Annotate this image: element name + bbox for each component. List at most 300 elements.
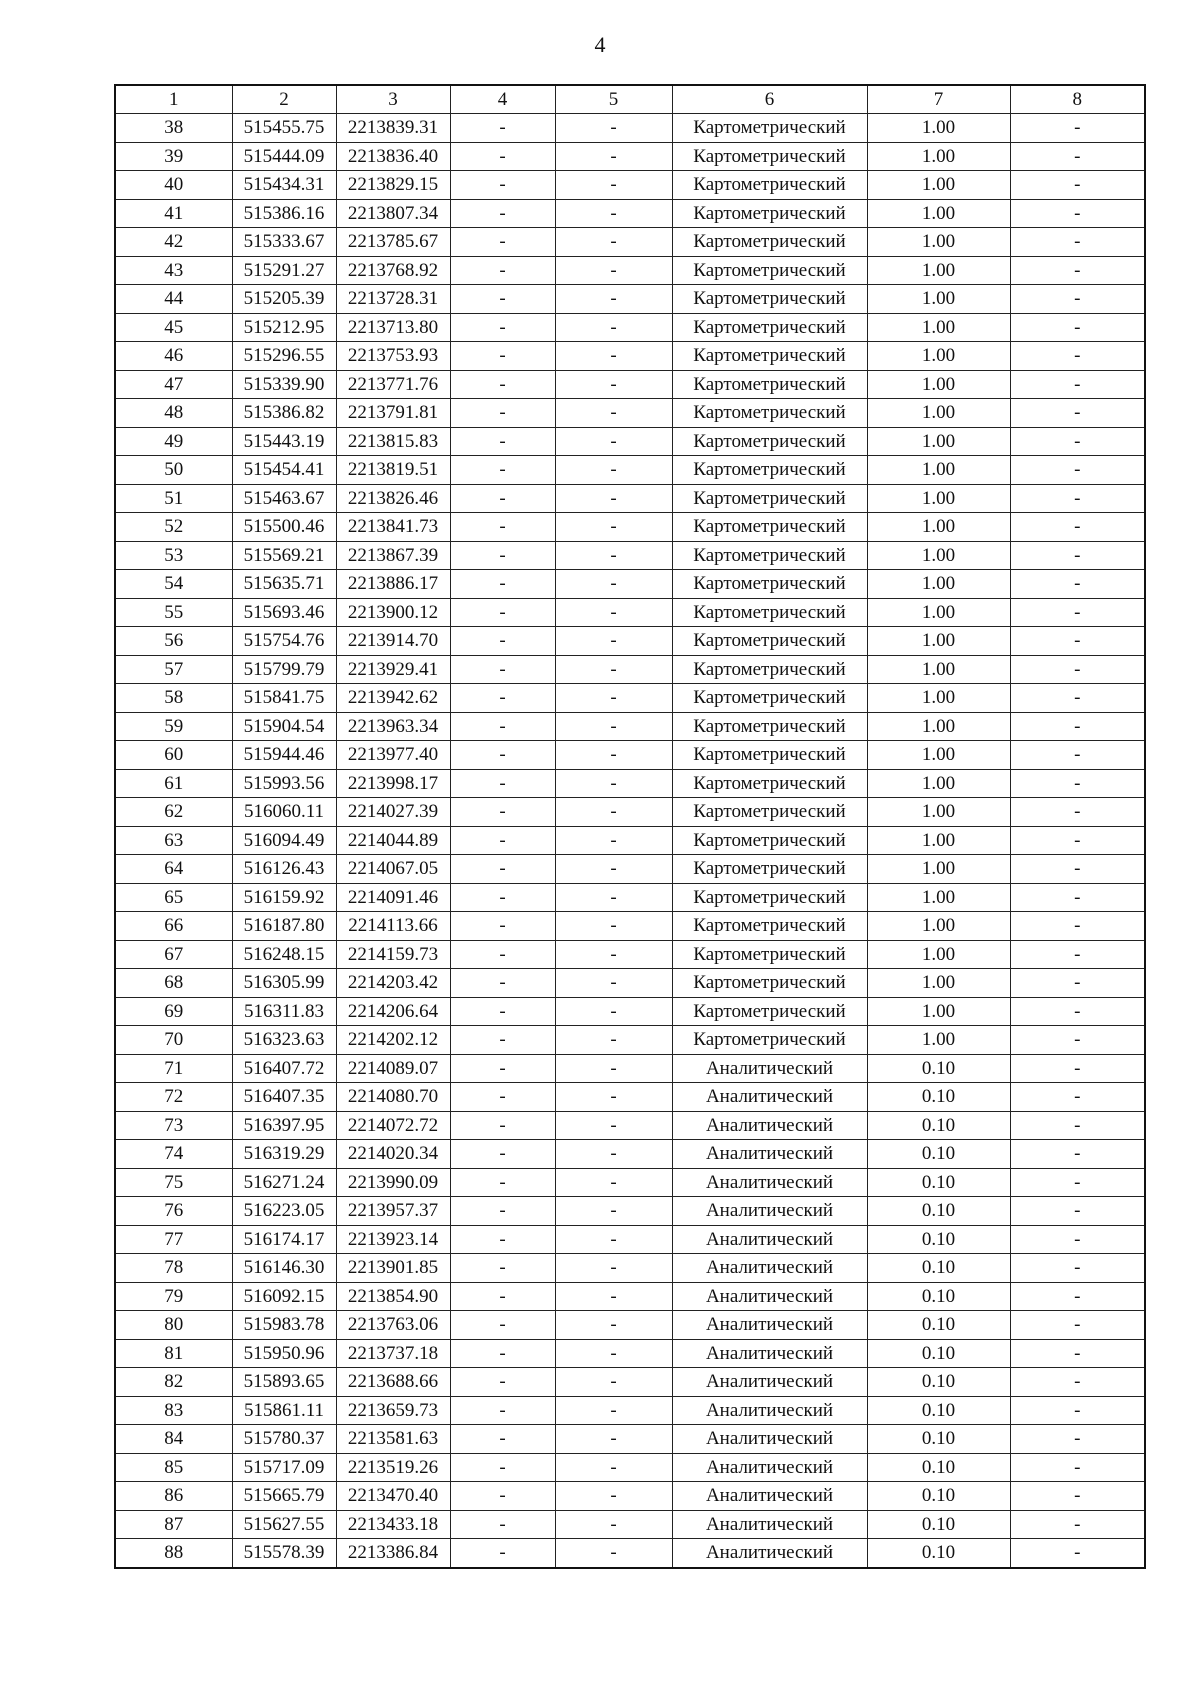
cell-coord-x: 516092.15: [232, 1282, 336, 1311]
cell-col-4: -: [450, 456, 555, 485]
cell-col-8: -: [1010, 228, 1145, 257]
cell-accuracy: 0.10: [867, 1539, 1010, 1568]
cell-coord-x: 516094.49: [232, 826, 336, 855]
cell-accuracy: 1.00: [867, 912, 1010, 941]
cell-col-5: -: [555, 1311, 672, 1340]
cell-coord-y: 2213659.73: [336, 1396, 450, 1425]
cell-col-4: -: [450, 114, 555, 143]
cell-col-5: -: [555, 769, 672, 798]
table-row: [115, 712, 1145, 741]
cell-coord-y: 2213826.46: [336, 484, 450, 513]
cell-col-8: -: [1010, 969, 1145, 998]
cell-method: Картометрический: [672, 741, 867, 770]
cell-col-5: -: [555, 1339, 672, 1368]
cell-coord-y: 2213728.31: [336, 285, 450, 314]
table-row: [115, 1168, 1145, 1197]
cell-accuracy: 1.00: [867, 399, 1010, 428]
cell-col-5: -: [555, 1225, 672, 1254]
cell-point-number: 63: [115, 826, 232, 855]
cell-method: Аналитический: [672, 1311, 867, 1340]
cell-coord-y: 2213771.76: [336, 370, 450, 399]
cell-method: Картометрический: [672, 370, 867, 399]
cell-accuracy: 0.10: [867, 1339, 1010, 1368]
cell-col-8: -: [1010, 826, 1145, 855]
table-row: [115, 484, 1145, 513]
cell-col-8: -: [1010, 684, 1145, 713]
table-row: [115, 1453, 1145, 1482]
cell-col-5: -: [555, 427, 672, 456]
cell-coord-y: 2213923.14: [336, 1225, 450, 1254]
cell-coord-x: 515983.78: [232, 1311, 336, 1340]
cell-accuracy: 0.10: [867, 1111, 1010, 1140]
cell-coord-y: 2213914.70: [336, 627, 450, 656]
cell-coord-y: 2213900.12: [336, 598, 450, 627]
cell-accuracy: 0.10: [867, 1482, 1010, 1511]
cell-col-5: -: [555, 171, 672, 200]
cell-coord-x: 516407.72: [232, 1054, 336, 1083]
cell-col-8: -: [1010, 513, 1145, 542]
cell-method: Картометрический: [672, 883, 867, 912]
cell-col-4: -: [450, 427, 555, 456]
cell-col-5: -: [555, 1282, 672, 1311]
cell-col-4: -: [450, 1197, 555, 1226]
cell-point-number: 67: [115, 940, 232, 969]
cell-accuracy: 0.10: [867, 1425, 1010, 1454]
cell-point-number: 75: [115, 1168, 232, 1197]
cell-point-number: 65: [115, 883, 232, 912]
cell-col-8: -: [1010, 370, 1145, 399]
cell-coord-y: 2213839.31: [336, 114, 450, 143]
cell-point-number: 69: [115, 997, 232, 1026]
cell-coord-y: 2214020.34: [336, 1140, 450, 1169]
cell-coord-x: 516323.63: [232, 1026, 336, 1055]
table-row: [115, 171, 1145, 200]
cell-col-5: -: [555, 1197, 672, 1226]
table-row: [115, 826, 1145, 855]
cell-coord-x: 516159.92: [232, 883, 336, 912]
table-row: [115, 912, 1145, 941]
cell-coord-y: 2213737.18: [336, 1339, 450, 1368]
cell-col-8: -: [1010, 427, 1145, 456]
cell-col-4: -: [450, 1026, 555, 1055]
cell-col-4: -: [450, 741, 555, 770]
table-row: [115, 1311, 1145, 1340]
cell-coord-x: 515717.09: [232, 1453, 336, 1482]
cell-coord-y: 2213957.37: [336, 1197, 450, 1226]
cell-col-5: -: [555, 1254, 672, 1283]
cell-col-5: -: [555, 513, 672, 542]
cell-point-number: 76: [115, 1197, 232, 1226]
cell-col-4: -: [450, 1339, 555, 1368]
cell-point-number: 42: [115, 228, 232, 257]
cell-col-4: -: [450, 912, 555, 941]
cell-coord-x: 516060.11: [232, 798, 336, 827]
cell-method: Аналитический: [672, 1339, 867, 1368]
cell-method: Аналитический: [672, 1396, 867, 1425]
table-row: [115, 1539, 1145, 1568]
table-body: [115, 114, 1145, 1568]
cell-accuracy: 1.00: [867, 627, 1010, 656]
cell-method: Картометрический: [672, 969, 867, 998]
cell-coord-y: 2213470.40: [336, 1482, 450, 1511]
cell-accuracy: 1.00: [867, 940, 1010, 969]
cell-col-5: -: [555, 1510, 672, 1539]
column-header-4: 4: [450, 85, 555, 114]
cell-coord-y: 2214159.73: [336, 940, 450, 969]
cell-method: Картометрический: [672, 1026, 867, 1055]
cell-coord-x: 515950.96: [232, 1339, 336, 1368]
cell-col-5: -: [555, 798, 672, 827]
cell-coord-x: 516311.83: [232, 997, 336, 1026]
cell-col-4: -: [450, 1225, 555, 1254]
cell-col-8: -: [1010, 1168, 1145, 1197]
cell-col-8: -: [1010, 1254, 1145, 1283]
cell-col-8: -: [1010, 570, 1145, 599]
cell-accuracy: 1.00: [867, 684, 1010, 713]
cell-accuracy: 0.10: [867, 1225, 1010, 1254]
cell-col-8: -: [1010, 399, 1145, 428]
cell-col-8: -: [1010, 256, 1145, 285]
cell-method: Аналитический: [672, 1083, 867, 1112]
cell-coord-y: 2214080.70: [336, 1083, 450, 1112]
cell-accuracy: 0.10: [867, 1311, 1010, 1340]
cell-point-number: 56: [115, 627, 232, 656]
cell-col-4: -: [450, 997, 555, 1026]
cell-col-8: -: [1010, 997, 1145, 1026]
cell-point-number: 44: [115, 285, 232, 314]
cell-col-4: -: [450, 969, 555, 998]
cell-coord-y: 2214091.46: [336, 883, 450, 912]
cell-method: Картометрический: [672, 712, 867, 741]
table-row: [115, 1083, 1145, 1112]
cell-col-4: -: [450, 171, 555, 200]
cell-col-8: -: [1010, 1339, 1145, 1368]
cell-col-4: -: [450, 513, 555, 542]
cell-col-5: -: [555, 684, 672, 713]
cell-col-8: -: [1010, 1083, 1145, 1112]
coordinates-table: [114, 84, 1146, 1569]
cell-col-4: -: [450, 399, 555, 428]
cell-point-number: 77: [115, 1225, 232, 1254]
cell-coord-y: 2214203.42: [336, 969, 450, 998]
cell-coord-y: 2213819.51: [336, 456, 450, 485]
cell-accuracy: 1.00: [867, 769, 1010, 798]
cell-col-5: -: [555, 1140, 672, 1169]
cell-col-5: -: [555, 1054, 672, 1083]
cell-coord-x: 515291.27: [232, 256, 336, 285]
column-header-6: 6: [672, 85, 867, 114]
table-row: [115, 199, 1145, 228]
cell-col-5: -: [555, 1453, 672, 1482]
cell-col-5: -: [555, 969, 672, 998]
table-row: [115, 456, 1145, 485]
cell-method: Аналитический: [672, 1425, 867, 1454]
cell-col-5: -: [555, 370, 672, 399]
table-row: [115, 228, 1145, 257]
cell-method: Картометрический: [672, 769, 867, 798]
cell-coord-y: 2213841.73: [336, 513, 450, 542]
cell-coord-x: 516146.30: [232, 1254, 336, 1283]
cell-accuracy: 0.10: [867, 1453, 1010, 1482]
cell-accuracy: 1.00: [867, 114, 1010, 143]
cell-accuracy: 0.10: [867, 1396, 1010, 1425]
cell-method: Аналитический: [672, 1140, 867, 1169]
cell-method: Аналитический: [672, 1168, 867, 1197]
table-row: [115, 1368, 1145, 1397]
cell-method: Картометрический: [672, 114, 867, 143]
table-row: [115, 1140, 1145, 1169]
cell-col-8: -: [1010, 484, 1145, 513]
cell-coord-y: 2213791.81: [336, 399, 450, 428]
cell-method: Картометрический: [672, 570, 867, 599]
cell-coord-y: 2214089.07: [336, 1054, 450, 1083]
table-row: [115, 883, 1145, 912]
cell-accuracy: 0.10: [867, 1254, 1010, 1283]
table-row: [115, 370, 1145, 399]
cell-point-number: 88: [115, 1539, 232, 1568]
cell-coord-x: 515454.41: [232, 456, 336, 485]
cell-coord-x: 516319.29: [232, 1140, 336, 1169]
table-row: [115, 997, 1145, 1026]
cell-coord-y: 2213929.41: [336, 655, 450, 684]
cell-coord-x: 515861.11: [232, 1396, 336, 1425]
table-row: [115, 1339, 1145, 1368]
cell-point-number: 38: [115, 114, 232, 143]
cell-method: Картометрический: [672, 171, 867, 200]
cell-col-4: -: [450, 598, 555, 627]
cell-coord-y: 2213433.18: [336, 1510, 450, 1539]
cell-col-8: -: [1010, 1510, 1145, 1539]
cell-coord-x: 515205.39: [232, 285, 336, 314]
cell-accuracy: 1.00: [867, 513, 1010, 542]
cell-accuracy: 1.00: [867, 171, 1010, 200]
cell-accuracy: 0.10: [867, 1140, 1010, 1169]
cell-col-8: -: [1010, 342, 1145, 371]
cell-coord-x: 515455.75: [232, 114, 336, 143]
cell-point-number: 43: [115, 256, 232, 285]
cell-method: Аналитический: [672, 1197, 867, 1226]
cell-accuracy: 1.00: [867, 1026, 1010, 1055]
cell-col-4: -: [450, 570, 555, 599]
table-row: [115, 1482, 1145, 1511]
cell-col-5: -: [555, 342, 672, 371]
cell-coord-x: 515780.37: [232, 1425, 336, 1454]
cell-coord-x: 516126.43: [232, 855, 336, 884]
cell-method: Картометрический: [672, 256, 867, 285]
cell-method: Картометрический: [672, 855, 867, 884]
cell-col-8: -: [1010, 1311, 1145, 1340]
cell-col-8: -: [1010, 456, 1145, 485]
cell-col-4: -: [450, 370, 555, 399]
cell-col-4: -: [450, 1482, 555, 1511]
page-number: 4: [594, 32, 606, 57]
table-row: [115, 513, 1145, 542]
cell-method: Аналитический: [672, 1539, 867, 1568]
cell-col-5: -: [555, 1083, 672, 1112]
cell-method: Картометрический: [672, 513, 867, 542]
cell-accuracy: 0.10: [867, 1054, 1010, 1083]
column-header-5: 5: [555, 85, 672, 114]
table-row: [115, 969, 1145, 998]
cell-coord-x: 515443.19: [232, 427, 336, 456]
cell-col-5: -: [555, 199, 672, 228]
cell-point-number: 83: [115, 1396, 232, 1425]
cell-coord-x: 516305.99: [232, 969, 336, 998]
cell-coord-y: 2213713.80: [336, 313, 450, 342]
cell-point-number: 81: [115, 1339, 232, 1368]
cell-col-5: -: [555, 1396, 672, 1425]
cell-accuracy: 1.00: [867, 199, 1010, 228]
cell-coord-x: 516187.80: [232, 912, 336, 941]
cell-coord-x: 515944.46: [232, 741, 336, 770]
table-row: [115, 1254, 1145, 1283]
cell-method: Картометрический: [672, 655, 867, 684]
cell-coord-x: 515463.67: [232, 484, 336, 513]
cell-col-4: -: [450, 1368, 555, 1397]
cell-col-8: -: [1010, 541, 1145, 570]
cell-col-4: -: [450, 1140, 555, 1169]
cell-accuracy: 1.00: [867, 570, 1010, 599]
cell-accuracy: 1.00: [867, 598, 1010, 627]
cell-col-4: -: [450, 1054, 555, 1083]
cell-coord-x: 515893.65: [232, 1368, 336, 1397]
cell-col-4: -: [450, 826, 555, 855]
cell-col-5: -: [555, 655, 672, 684]
cell-method: Картометрический: [672, 912, 867, 941]
cell-coord-y: 2213763.06: [336, 1311, 450, 1340]
cell-col-5: -: [555, 313, 672, 342]
cell-col-4: -: [450, 684, 555, 713]
cell-point-number: 71: [115, 1054, 232, 1083]
cell-point-number: 87: [115, 1510, 232, 1539]
cell-coord-x: 515635.71: [232, 570, 336, 599]
cell-col-4: -: [450, 199, 555, 228]
cell-col-5: -: [555, 256, 672, 285]
cell-point-number: 49: [115, 427, 232, 456]
cell-col-4: -: [450, 883, 555, 912]
cell-point-number: 61: [115, 769, 232, 798]
cell-col-8: -: [1010, 940, 1145, 969]
cell-col-5: -: [555, 285, 672, 314]
cell-col-4: -: [450, 1254, 555, 1283]
cell-method: Картометрический: [672, 199, 867, 228]
column-header-8: 8: [1010, 85, 1145, 114]
cell-col-4: -: [450, 655, 555, 684]
cell-point-number: 74: [115, 1140, 232, 1169]
cell-coord-x: 515434.31: [232, 171, 336, 200]
cell-accuracy: 1.00: [867, 655, 1010, 684]
cell-col-8: -: [1010, 1453, 1145, 1482]
cell-coord-y: 2213807.34: [336, 199, 450, 228]
table-row: [115, 541, 1145, 570]
cell-method: Аналитический: [672, 1054, 867, 1083]
cell-coord-x: 515841.75: [232, 684, 336, 713]
cell-method: Картометрический: [672, 228, 867, 257]
cell-col-8: -: [1010, 285, 1145, 314]
cell-col-8: -: [1010, 1140, 1145, 1169]
cell-col-4: -: [450, 228, 555, 257]
cell-accuracy: 1.00: [867, 798, 1010, 827]
cell-point-number: 79: [115, 1282, 232, 1311]
cell-method: Аналитический: [672, 1510, 867, 1539]
cell-col-8: -: [1010, 769, 1145, 798]
cell-accuracy: 1.00: [867, 741, 1010, 770]
cell-col-8: -: [1010, 313, 1145, 342]
cell-coord-x: 515799.79: [232, 655, 336, 684]
cell-method: Картометрический: [672, 342, 867, 371]
cell-col-5: -: [555, 741, 672, 770]
cell-coord-x: 515569.21: [232, 541, 336, 570]
cell-coord-x: 516223.05: [232, 1197, 336, 1226]
cell-point-number: 68: [115, 969, 232, 998]
cell-col-5: -: [555, 912, 672, 941]
cell-col-8: -: [1010, 1539, 1145, 1568]
cell-col-5: -: [555, 142, 672, 171]
cell-coord-x: 515993.56: [232, 769, 336, 798]
cell-point-number: 46: [115, 342, 232, 371]
cell-col-8: -: [1010, 741, 1145, 770]
cell-accuracy: 1.00: [867, 285, 1010, 314]
cell-coord-y: 2214027.39: [336, 798, 450, 827]
table-row: [115, 1510, 1145, 1539]
cell-col-8: -: [1010, 1225, 1145, 1254]
table-row: [115, 1282, 1145, 1311]
cell-point-number: 59: [115, 712, 232, 741]
cell-coord-x: 516248.15: [232, 940, 336, 969]
table-row: [115, 684, 1145, 713]
cell-accuracy: 1.00: [867, 427, 1010, 456]
cell-col-5: -: [555, 399, 672, 428]
cell-coord-x: 515339.90: [232, 370, 336, 399]
table-row: [115, 1026, 1145, 1055]
cell-point-number: 57: [115, 655, 232, 684]
cell-coord-y: 2213977.40: [336, 741, 450, 770]
cell-col-4: -: [450, 1111, 555, 1140]
cell-method: Аналитический: [672, 1453, 867, 1482]
cell-method: Картометрический: [672, 427, 867, 456]
table-row: [115, 1197, 1145, 1226]
cell-point-number: 58: [115, 684, 232, 713]
cell-method: Картометрический: [672, 997, 867, 1026]
table-row: [115, 655, 1145, 684]
cell-col-5: -: [555, 484, 672, 513]
table-row: [115, 798, 1145, 827]
cell-col-4: -: [450, 142, 555, 171]
cell-coord-y: 2213519.26: [336, 1453, 450, 1482]
cell-accuracy: 0.10: [867, 1083, 1010, 1112]
cell-col-5: -: [555, 627, 672, 656]
cell-point-number: 48: [115, 399, 232, 428]
cell-coord-y: 2214202.12: [336, 1026, 450, 1055]
cell-coord-y: 2213815.83: [336, 427, 450, 456]
column-header-2: 2: [232, 85, 336, 114]
cell-col-5: -: [555, 712, 672, 741]
cell-coord-y: 2213785.67: [336, 228, 450, 257]
cell-col-8: -: [1010, 912, 1145, 941]
cell-coord-y: 2213942.62: [336, 684, 450, 713]
cell-coord-x: 515578.39: [232, 1539, 336, 1568]
cell-accuracy: 0.10: [867, 1368, 1010, 1397]
cell-coord-y: 2213901.85: [336, 1254, 450, 1283]
cell-point-number: 85: [115, 1453, 232, 1482]
cell-coord-x: 515386.82: [232, 399, 336, 428]
cell-col-4: -: [450, 1539, 555, 1568]
cell-col-5: -: [555, 1368, 672, 1397]
cell-col-5: -: [555, 1026, 672, 1055]
cell-method: Картометрический: [672, 684, 867, 713]
cell-col-5: -: [555, 541, 672, 570]
cell-coord-x: 515627.55: [232, 1510, 336, 1539]
